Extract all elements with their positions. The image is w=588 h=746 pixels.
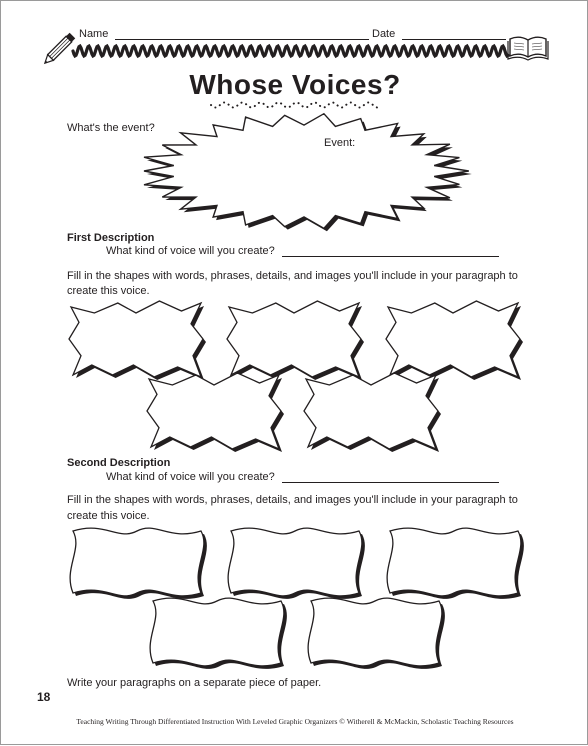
- second-voice-answer-line[interactable]: [282, 482, 499, 483]
- first-shape-1[interactable]: [71, 303, 201, 373]
- page-number: 18: [37, 690, 51, 704]
- date-field[interactable]: [372, 28, 506, 40]
- first-voice-answer-line[interactable]: [282, 256, 499, 257]
- second-instruction-line2: create this voice.: [67, 510, 150, 522]
- first-shape-5[interactable]: [306, 375, 436, 445]
- first-instruction-line2: create this voice.: [67, 285, 150, 297]
- event-box-label: Event:: [324, 137, 356, 149]
- second-description-heading: Second Description: [67, 457, 171, 469]
- second-voice-question-row: [106, 471, 499, 483]
- first-description-heading: First Description: [67, 232, 155, 244]
- second-shape-2[interactable]: [229, 529, 359, 591]
- date-line[interactable]: [402, 39, 506, 40]
- first-shape-2[interactable]: [229, 303, 359, 373]
- first-instruction-line1: Fill in the shapes with words, phrases, details, and images you'll include in your paragraph to: [67, 270, 518, 282]
- second-shape-1[interactable]: [71, 529, 201, 591]
- name-field[interactable]: [79, 28, 369, 40]
- header-wave-band: [73, 46, 508, 56]
- name-line[interactable]: [115, 39, 369, 40]
- footer-credit: Teaching Writing Through Differentiated Instruction With Leveled Graphic Organizers © Witherell & McMackin, Scholastic Teaching Resources: [76, 717, 514, 726]
- pencil-icon: [42, 33, 75, 66]
- name-label: Name: [79, 28, 109, 40]
- second-voice-question: What kind of voice will you create?: [106, 471, 275, 483]
- worksheet-artwork: [1, 1, 588, 746]
- first-voice-question: What kind of voice will you create?: [106, 245, 275, 257]
- event-prompt: What's the event?: [67, 122, 155, 134]
- second-shape-3[interactable]: [388, 529, 518, 591]
- first-shape-4[interactable]: [149, 375, 279, 445]
- second-instruction-line1: Fill in the shapes with words, phrases, details, and images you'll include in your paragraph to: [67, 494, 518, 506]
- first-voice-question-row: [106, 245, 499, 257]
- closing-instruction: Write your paragraphs on a separate piece of paper.: [67, 677, 322, 689]
- first-shape-3[interactable]: [388, 303, 518, 373]
- book-icon: [508, 37, 548, 60]
- page-title: Whose Voices?: [189, 69, 401, 100]
- second-shape-4[interactable]: [151, 599, 281, 661]
- second-shape-5[interactable]: [309, 599, 439, 661]
- title-dotted-wave: [211, 103, 381, 108]
- event-answer-area[interactable]: [171, 151, 441, 213]
- date-label: Date: [372, 28, 396, 40]
